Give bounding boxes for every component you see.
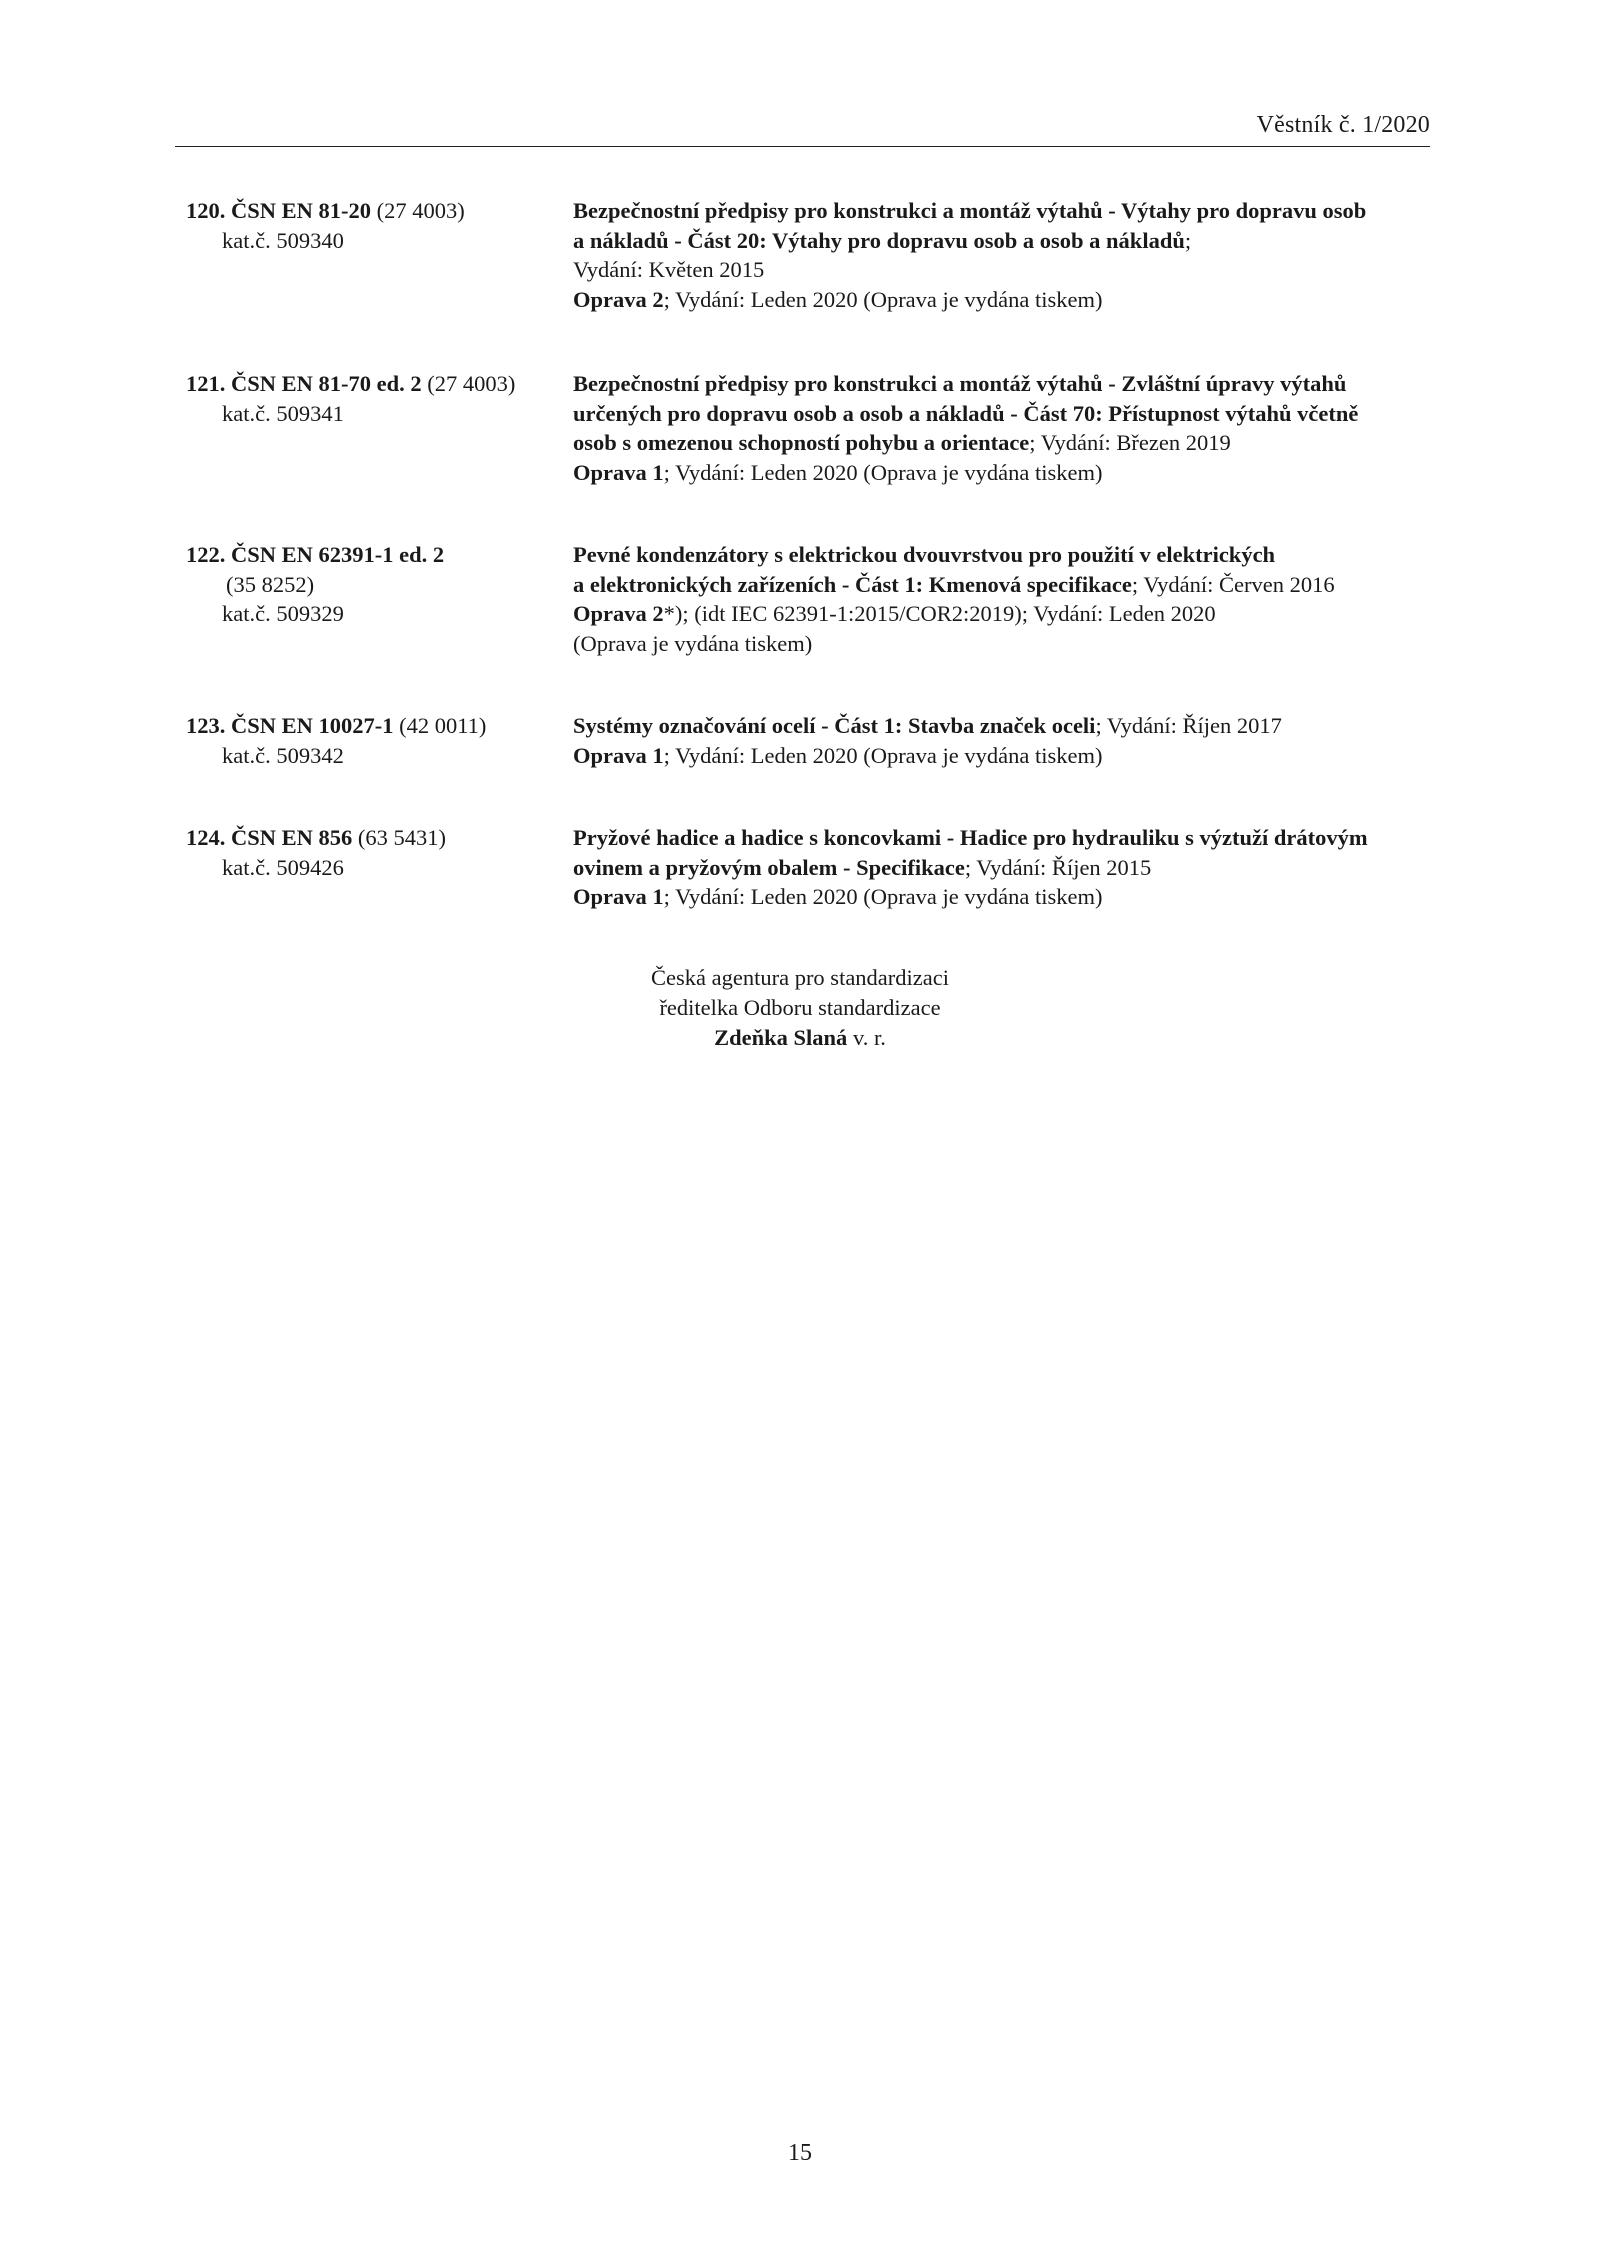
correction-label: Oprava 1 (573, 459, 664, 485)
signature-suffix: v. r. (847, 1025, 886, 1050)
catalog-number: kat.č. 509341 (222, 400, 344, 426)
entry-number: 120. (186, 198, 226, 223)
entry-description (573, 711, 1433, 770)
signature-name-line (0, 1023, 1600, 1053)
title-separator: ; (1095, 713, 1102, 738)
catalog-number: kat.č. 509340 (222, 227, 344, 253)
entry-identifier (186, 711, 573, 770)
signatory-name: Zdeňka Slaná (714, 1025, 848, 1050)
catalog-number: kat.č. 509426 (222, 854, 344, 880)
entry-description (573, 540, 1433, 658)
standard-entry-120 (186, 196, 1436, 314)
issue-date: Vydání: Červen 2016 (1138, 571, 1335, 597)
entry-identifier (186, 196, 573, 314)
standard-code: ČSN EN 10027-1 (231, 713, 394, 738)
correction-text: ; Vydání: Leden 2020 (Oprava je vydána tiskem) (663, 286, 1103, 312)
title-line: Pryžové hadice a hadice s koncovkami - Hadice pro hydrauliku s výztuží drátovým (573, 825, 1368, 850)
entry-description (573, 196, 1433, 314)
correction-text: *); (idt IEC 62391-1:2015/COR2:2019); Vydání: Leden 2020 (663, 601, 1216, 626)
bulletin-title: Věstník č. 1/2020 (1256, 112, 1430, 138)
correction-text: ; Vydání: Leden 2020 (Oprava je vydána tiskem) (663, 459, 1103, 485)
entry-description (573, 823, 1433, 912)
issue-date: Vydání: Říjen 2017 (1101, 713, 1282, 738)
page-header (175, 108, 1430, 147)
class-code: (35 8252) (226, 571, 315, 597)
correction-label: Oprava 2 (573, 286, 664, 312)
correction-note: (Oprava je vydána tiskem) (573, 630, 813, 656)
class-code: (27 4003) (376, 198, 465, 223)
catalog-number: kat.č. 509342 (222, 742, 344, 768)
entry-identifier (186, 540, 573, 658)
standard-entry-121 (186, 369, 1436, 487)
class-code: (63 5431) (357, 825, 447, 850)
class-code: (42 0011) (399, 713, 487, 738)
correction-label: Oprava 1 (573, 742, 664, 768)
title-line: Bezpečnostní předpisy pro konstrukci a montáž výtahů - Zvláštní úpravy výtahů (573, 371, 1347, 396)
title-line: určených pro dopravu osob a osob a nákladů - Část 70: Přístupnost výtahů včetně (573, 400, 1359, 426)
title-line: Pevné kondenzátory s elektrickou dvouvrstvou pro použití v elektrických (573, 542, 1276, 567)
issue-date: Vydání: Březen 2019 (1035, 430, 1231, 455)
entry-identifier (186, 369, 573, 487)
title-line: ovinem a pryžovým obalem - Specifikace (573, 854, 965, 880)
title-separator: ; (1131, 571, 1139, 597)
page-number: 15 (788, 2140, 812, 2166)
standards-list (186, 196, 1436, 962)
entry-number: 123. (186, 713, 226, 738)
entry-number: 121. (186, 371, 226, 396)
title-separator: ; (1029, 430, 1036, 455)
correction-label: Oprava 2 (573, 601, 664, 626)
correction-label: Oprava 1 (573, 884, 664, 909)
title-line: Systémy označování ocelí - Část 1: Stavba značek oceli (573, 713, 1096, 738)
entry-number: 124. (186, 825, 226, 850)
standard-code: ČSN EN 81-70 ed. 2 (231, 371, 422, 396)
signature-organization: Česká agentura pro standardizaci (651, 965, 949, 990)
catalog-number: kat.č. 509329 (222, 601, 344, 626)
standard-code: ČSN EN 856 (231, 825, 353, 850)
correction-text: ; Vydání: Leden 2020 (Oprava je vydána tiskem) (663, 742, 1103, 768)
issue-date: Vydání: Květen 2015 (573, 257, 765, 282)
standard-code: ČSN EN 81-20 (231, 198, 372, 223)
title-line: osob s omezenou schopností pohybu a orientace (573, 430, 1030, 455)
title-separator: ; (1184, 227, 1192, 253)
title-line: a nákladů - Část 20: Výtahy pro dopravu osob a osob a nákladů (573, 227, 1185, 253)
entry-identifier (186, 823, 573, 912)
title-separator: ; (964, 854, 972, 880)
signature-position: ředitelka Odboru standardizace (659, 995, 941, 1020)
correction-text: ; Vydání: Leden 2020 (Oprava je vydána tiskem) (663, 884, 1103, 909)
issue-date: Vydání: Říjen 2015 (971, 854, 1152, 880)
standard-entry-122 (186, 540, 1436, 658)
title-line: Bezpečnostní předpisy pro konstrukci a montáž výtahů - Výtahy pro dopravu osob (573, 198, 1367, 223)
signature-block (0, 963, 1600, 1053)
title-line: a elektronických zařízeních - Část 1: Kmenová specifikace (573, 571, 1132, 597)
standard-code: ČSN EN 62391-1 ed. 2 (231, 542, 445, 567)
entry-description (573, 369, 1433, 487)
class-code: (27 4003) (427, 371, 516, 396)
standard-entry-124 (186, 823, 1436, 912)
entry-number: 122. (186, 542, 226, 567)
standard-entry-123 (186, 711, 1436, 770)
